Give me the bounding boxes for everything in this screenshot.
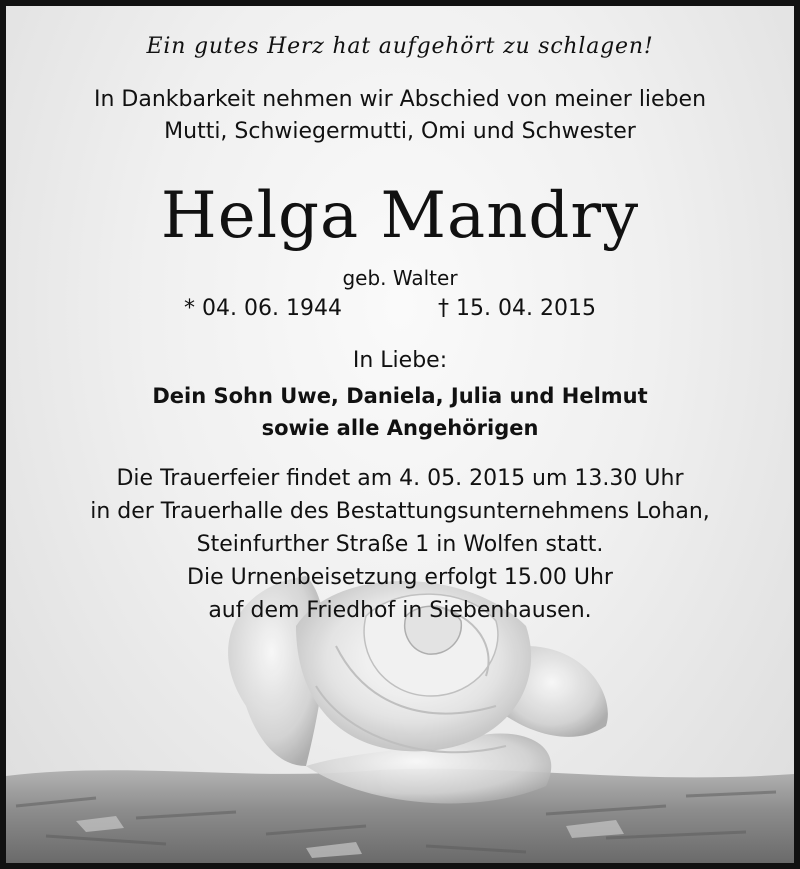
intro-heading: Ein gutes Herz hat aufgehört zu schlagen! [146, 34, 654, 59]
deceased-name: Helga Mandry [160, 179, 640, 253]
mourners-list [6, 380, 794, 444]
mourners-line: Dein Sohn Uwe, Daniela, Julia und Helmut [152, 384, 648, 408]
service-line: in der Trauerhalle des Bestattungsunternehmens Lohan, [90, 499, 710, 524]
intro-line: Mutti, Schwiegermutti, Omi und Schwester [164, 119, 636, 144]
maiden-name: geb. Walter [342, 266, 458, 290]
love-heading: In Liebe: [352, 348, 448, 373]
intro-line: In Dankbarkeit nehmen wir Abschied von meiner lieben [93, 87, 707, 112]
service-details [6, 462, 794, 627]
service-line: Die Urnenbeisetzung erfolgt 15.00 Uhr [187, 565, 613, 590]
service-line: Die Trauerfeier findet am 4. 05. 2015 um 13.30 Uhr [116, 466, 684, 491]
mourners-line: sowie alle Angehörigen [261, 416, 539, 440]
service-line: auf dem Friedhof in Siebenhausen. [208, 598, 592, 623]
birth-date: * 04. 06. 1944 [184, 296, 342, 321]
intro-text [6, 84, 794, 148]
service-line: Steinfurther Straße 1 in Wolfen statt. [196, 532, 604, 557]
death-date: † 15. 04. 2015 [438, 296, 596, 321]
